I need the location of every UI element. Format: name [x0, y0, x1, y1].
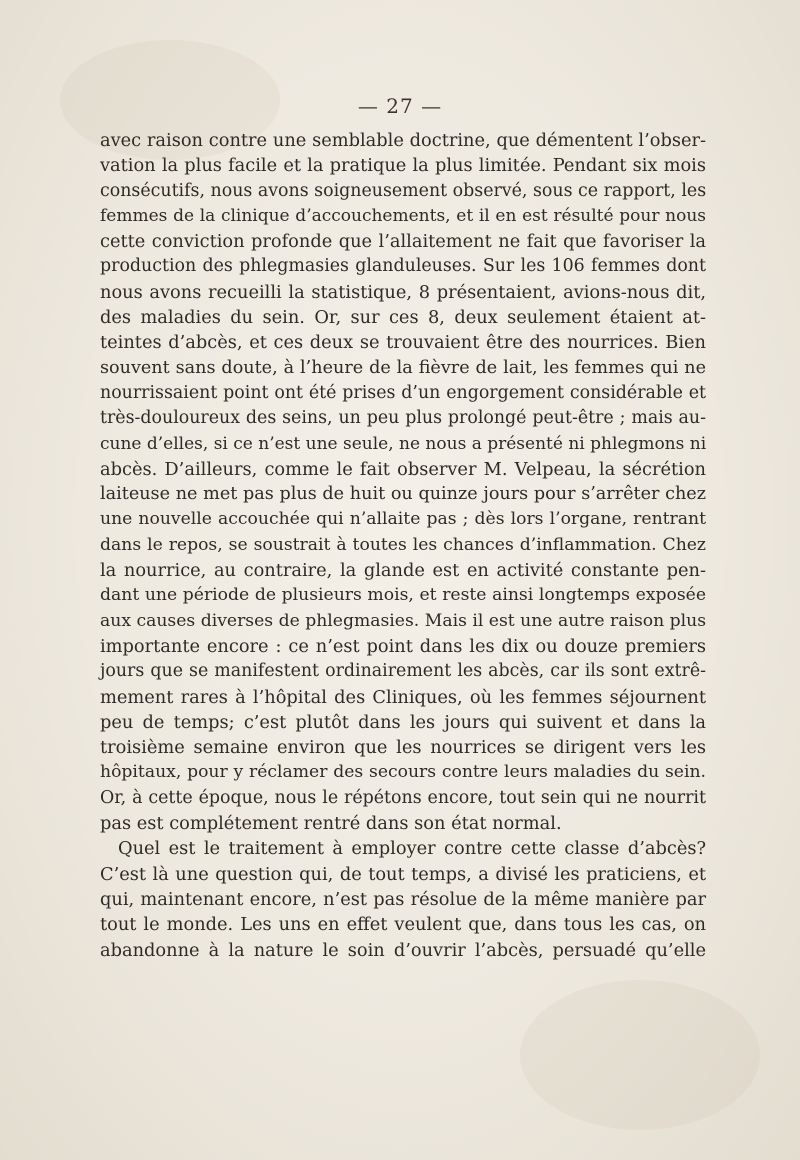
text-line: pas est complétement rentré dans son état normal.: [100, 813, 562, 835]
text-line: vation la plus facile et la pratique la plus limitée. Pendant six mois: [100, 155, 706, 177]
text-line: peu de temps; c’est plutôt dans les jours qui suivent et dans la: [100, 711, 706, 733]
text-line: femmes de la clinique d’accouchements, et il en est résulté pour nous: [100, 205, 706, 226]
text-line: importante encore : ce n’est point dans les dix ou douze premiers: [100, 635, 706, 657]
page-number: — 27 —: [357, 94, 443, 118]
text-line: cette conviction profonde que l’allaitement ne fait que favoriser la: [100, 231, 706, 253]
text-line: Or, à cette époque, nous le répétons encore, tout sein qui ne nourrit: [100, 787, 706, 808]
text-line: troisième semaine environ que les nourrices se dirigent vers les: [100, 737, 706, 759]
text-line: cune d’elles, si ce n’est une seule, ne nous a présenté ni phlegmons ni: [100, 433, 707, 454]
text-line: jours que se manifestent ordinairement les abcès, car ils sont extrê-: [100, 661, 706, 682]
text-line: la nourrice, au contraire, la glande est en activité constante pen-: [100, 560, 706, 582]
text-line: C’est là une question qui, de tout temps, a divisé les praticiens, et: [100, 863, 706, 885]
text-line: très-douloureux des seins, un peu plus prolongé peut-être ; mais au-: [100, 408, 706, 429]
body-text: [100, 128, 706, 963]
text-line: abandonne à la nature le soin d’ouvrir l’abcès, persuadé qu’elle: [100, 939, 706, 961]
text-line: souvent sans doute, à l’heure de la fièvre de lait, les femmes qui ne: [100, 357, 706, 378]
text-line: mement rares à l’hôpital des Cliniques, où les femmes séjournent: [100, 686, 706, 708]
text-line: une nouvelle accouchée qui n’allaite pas ; dès lors l’organe, rentrant: [100, 509, 706, 530]
text-line: dans le repos, se soustrait à toutes les chances d’inflammation. Chez: [100, 534, 706, 555]
text-line: qui, maintenant encore, n’est pas résolue de la même manière par: [100, 888, 706, 910]
text-line: laiteuse ne met pas plus de huit ou quinze jours pour s’arrêter chez: [100, 484, 706, 505]
text-line: des maladies du sein. Or, sur ces 8, deux seulement étaient at-: [100, 307, 706, 329]
text-line: abcès. D’ailleurs, comme le fait observer M. Velpeau, la sécrétion: [100, 458, 706, 480]
text-line: avec raison contre une semblable doctrine, que démentent l’obser-: [100, 130, 706, 151]
text-line: teintes d’abcès, et ces deux se trouvaient être des nourrices. Bien: [100, 332, 706, 354]
text-line: dant une période de plusieurs mois, et reste ainsi longtemps exposée: [100, 585, 706, 606]
text-line: tout le monde. Les uns en effet veulent que, dans tous les cas, on: [100, 914, 706, 936]
text-line: consécutifs, nous avons soigneusement observé, sous ce rapport, les: [100, 180, 707, 201]
text-line: nous avons recueilli la statistique, 8 présentaient, avions-nous dit,: [100, 281, 706, 303]
text-line: nourrissaient point ont été prises d’un engorgement considérable et: [100, 382, 706, 403]
text-line: Quel est le traitement à employer contre cette classe d’abcès?: [118, 838, 706, 860]
text-line: aux causes diverses de phlegmasies. Mais il est une autre raison plus: [100, 610, 707, 631]
text-line: production des phlegmasies glanduleuses. Sur les 106 femmes dont: [100, 256, 706, 277]
text-line: hôpitaux, pour y réclamer des secours contre leurs maladies du sein.: [100, 762, 706, 783]
paper-stain: [520, 980, 760, 1130]
